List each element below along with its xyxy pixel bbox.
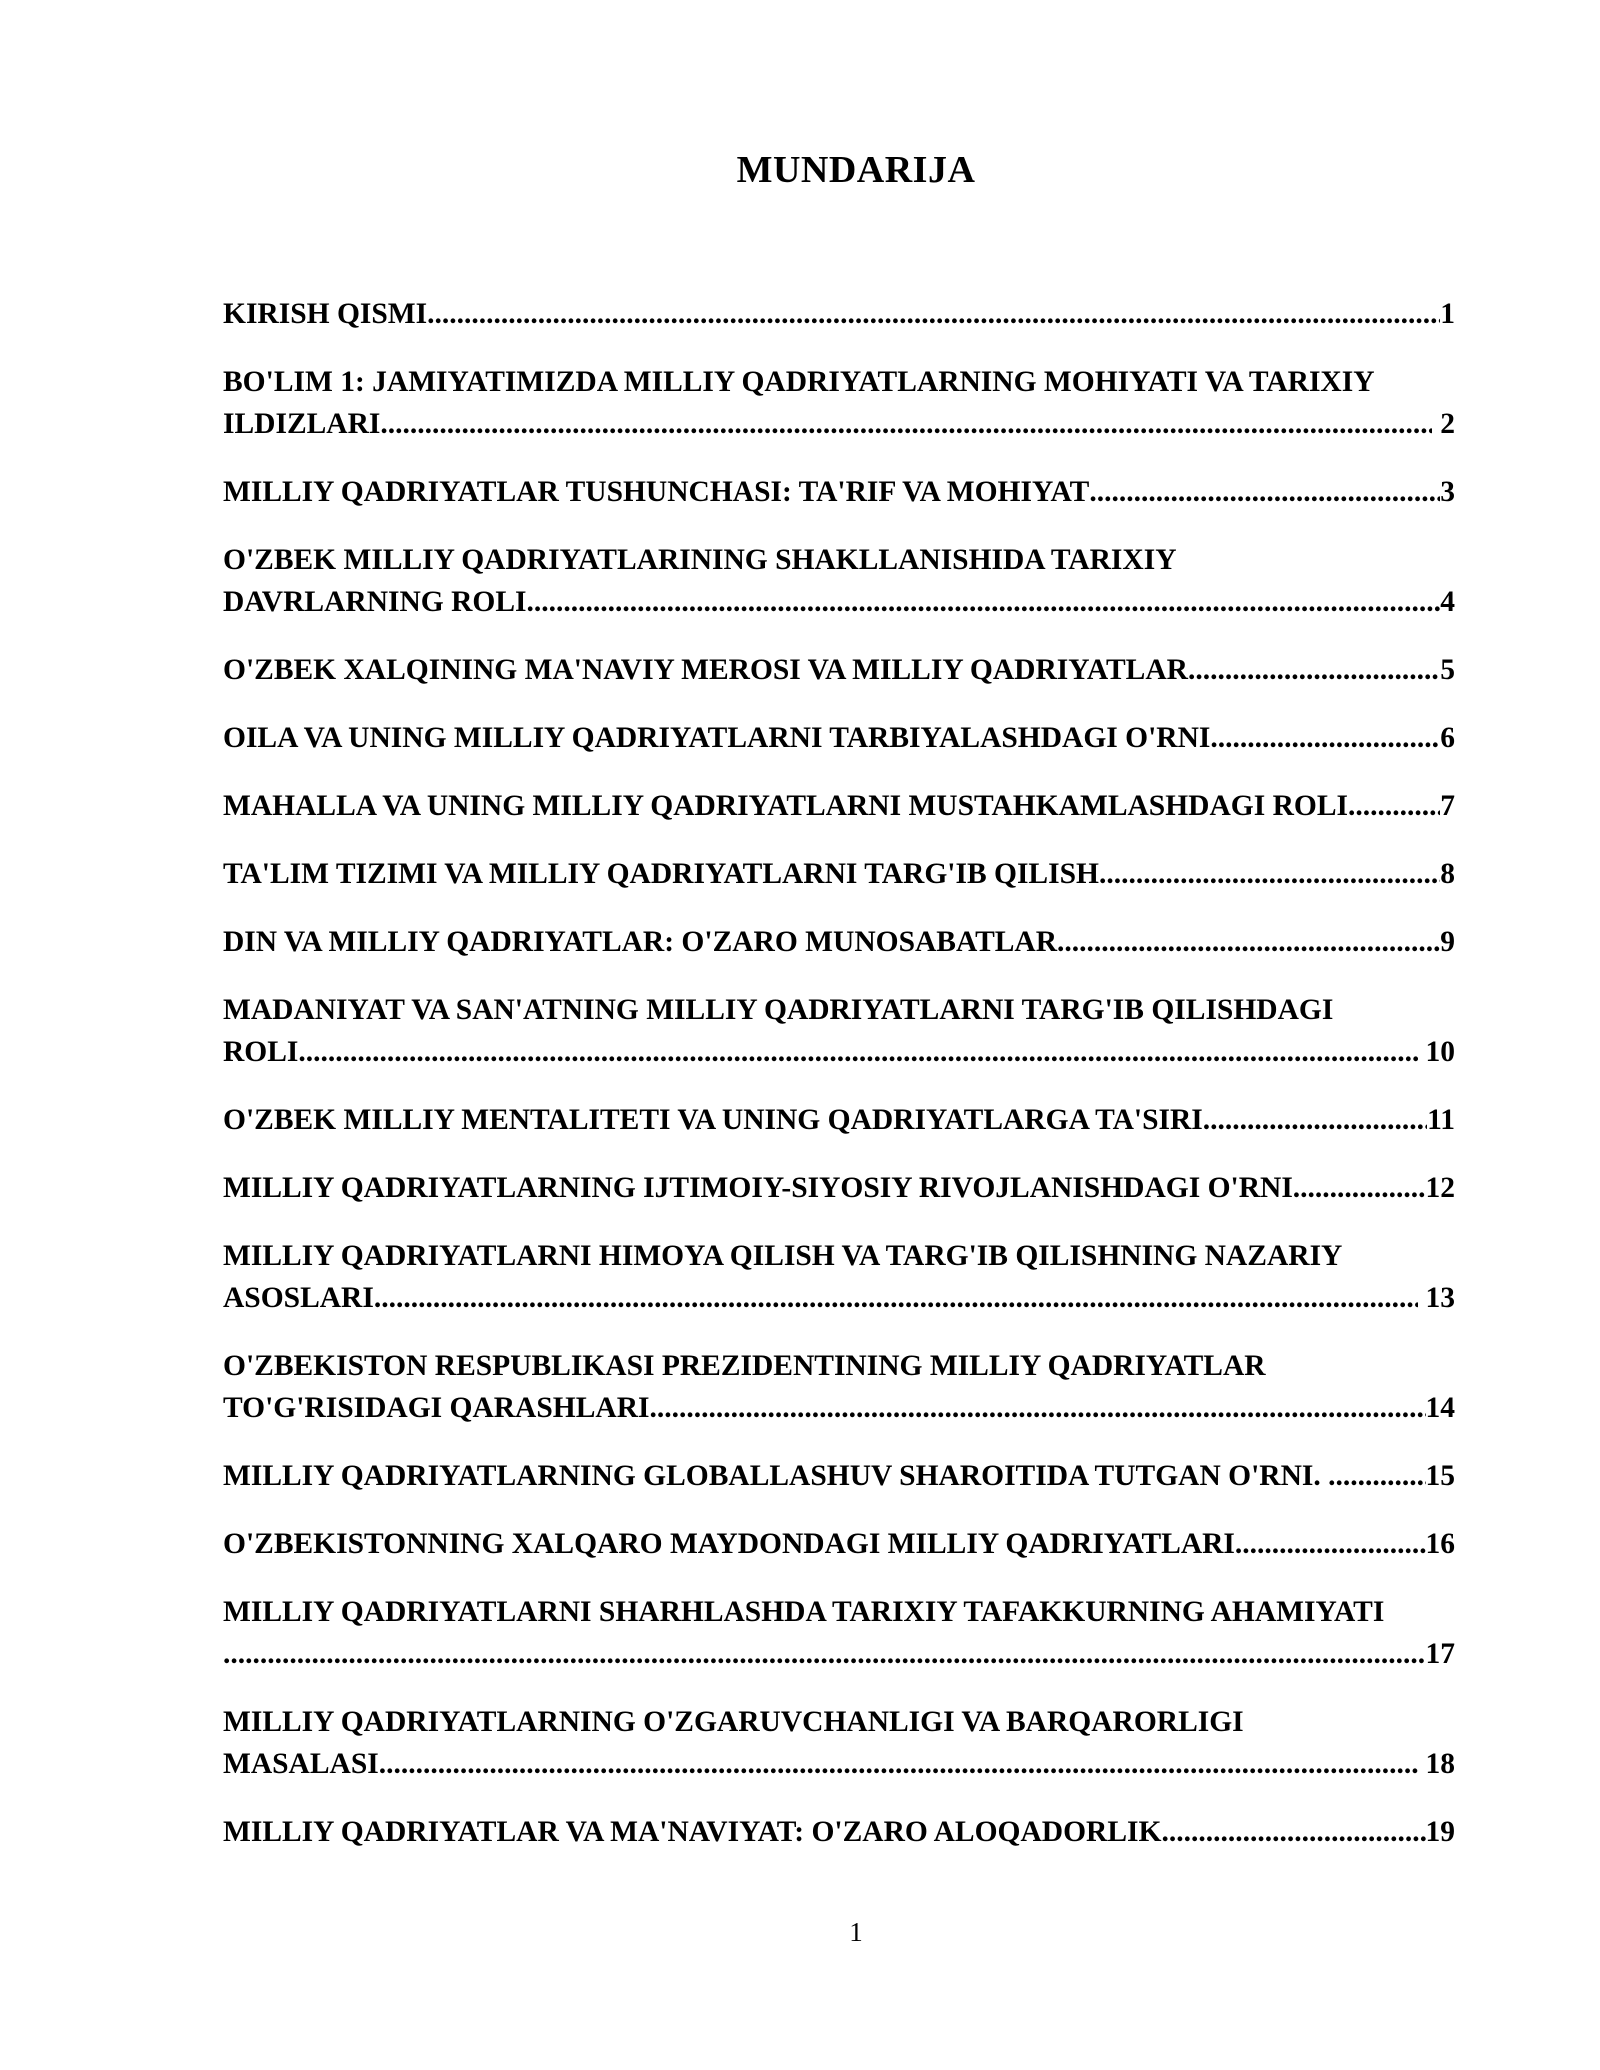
toc-entry[interactable] [223,1345,1455,1429]
toc-entry[interactable] [223,649,1455,691]
toc-entry-title: ILDIZLARI [223,408,381,440]
toc-entry-title-line: MILLIY QADRIYATLARNI HIMOYA QILISH VA TARG'IB QILISHNING NAZARIY [223,1240,1343,1272]
toc-entry[interactable] [223,1455,1455,1497]
toc-entry-title: O'ZBEKISTONNING XALQARO MAYDONDAGI MILLIY QADRIYATLARI [223,1528,1235,1560]
dot-leader [298,1031,1417,1073]
toc-entry-line [223,1811,1455,1853]
toc-entry-page-number: 19 [1425,1816,1455,1848]
toc-entry-page-number: 2 [1440,408,1455,440]
toc-entry-title: O'ZBEK XALQINING MA'NAVIY MEROSI VA MILLIY QADRIYATLAR [223,654,1188,686]
toc-entry-line [223,1523,1455,1565]
toc-entry-page-number: 4 [1440,586,1455,618]
toc-entry-title: MILLIY QADRIYATLARNING IJTIMOIY-SIYOSIY RIVOJLANISHDAGI O'RNI [223,1172,1293,1204]
dot-leader [1099,853,1440,895]
toc-entry-title: MILLIY QADRIYATLARNING GLOBALLASHUV SHAROITIDA TUTGAN O'RNI. [223,1460,1329,1492]
toc-entry-line [223,1167,1455,1209]
toc-entry-page-number: 10 [1425,1036,1455,1068]
toc-entry-line [223,785,1455,827]
toc-entry[interactable] [223,785,1455,827]
toc-entry[interactable] [223,1811,1455,1853]
toc-entry[interactable] [223,1701,1455,1785]
toc-entry[interactable] [223,539,1455,623]
toc-entry-title: DIN VA MILLIY QADRIYATLAR: O'ZARO MUNOSABATLAR [223,926,1058,958]
toc-entry-title: O'ZBEK MILLIY MENTALITETI VA UNING QADRIYATLARGA TA'SIRI [223,1104,1203,1136]
toc-entry-line [223,293,1455,335]
toc-entry-page-number: 17 [1425,1638,1455,1670]
dot-leader [1188,649,1440,691]
toc-entry-title: MASALASI [223,1748,379,1780]
dot-leader [427,293,1440,335]
dot-leader [1057,921,1440,963]
toc-entry-line [223,1633,1455,1675]
toc-entry-title-line: MILLIY QADRIYATLARNI SHARHLASHDA TARIXIY TAFAKKURNING AHAMIYATI [223,1596,1385,1628]
toc-entry-title-line: BO'LIM 1: JAMIYATIMIZDA MILLIY QADRIYATLARNING MOHIYATI VA TARIXIY [223,366,1375,398]
dot-leader [380,403,1432,445]
toc-entry-page-number: 5 [1440,654,1455,686]
dot-leader [1161,1811,1425,1853]
toc-entry-page-number: 6 [1440,722,1455,754]
toc-entry-title: MAHALLA VA UNING MILLIY QADRIYATLARNI MUSTAHKAMLASHDAGI ROLI [223,790,1348,822]
toc-entry[interactable] [223,293,1455,335]
toc-entry-title: MILLIY QADRIYATLAR VA MA'NAVIYAT: O'ZARO ALOQADORLIK [223,1816,1162,1848]
dot-leader [374,1277,1418,1319]
toc-entry-page-number: 15 [1425,1460,1455,1492]
toc-entry[interactable] [223,1167,1455,1209]
toc-entry-page-number: 9 [1440,926,1455,958]
dot-leader [1089,471,1440,513]
toc-entry[interactable] [223,717,1455,759]
toc-entry-line [223,1031,1455,1073]
table-of-contents [223,293,1455,1879]
toc-entry-line [223,471,1455,513]
toc-entry-line [223,581,1455,623]
dot-leader [1348,785,1440,827]
toc-entry-title-line: MADANIYAT VA SAN'ATNING MILLIY QADRIYATLARNI TARG'IB QILISHDAGI [223,994,1334,1026]
toc-entry-line [223,1099,1455,1141]
toc-entry-line [223,853,1455,895]
dot-leader [1293,1167,1426,1209]
toc-entry[interactable] [223,1591,1455,1675]
toc-entry[interactable] [223,1099,1455,1141]
toc-entry-line [223,1743,1455,1785]
toc-entry[interactable] [223,471,1455,513]
toc-entry-title-line: O'ZBEKISTON RESPUBLIKASI PREZIDENTINING MILLIY QADRIYATLAR [223,1350,1266,1382]
toc-entry-page-number: 8 [1440,858,1455,890]
toc-entry[interactable] [223,853,1455,895]
toc-entry-title: TO'G'RISIDAGI QARASHLARI [223,1392,650,1424]
toc-entry[interactable] [223,989,1455,1073]
dot-leader [1235,1523,1426,1565]
toc-entry-line [223,1277,1455,1319]
toc-entry-page-number: 3 [1440,476,1455,508]
dot-leader [1203,1099,1427,1141]
toc-entry-title: KIRISH QISMI [223,298,428,330]
toc-entry-title-line: O'ZBEK MILLIY QADRIYATLARINING SHAKLLANISHIDA TARIXIY [223,544,1177,576]
toc-entry[interactable] [223,1523,1455,1565]
page-title: MUNDARIJA [736,149,976,191]
toc-entry-page-number: 11 [1427,1104,1455,1136]
toc-entry-title: DAVRLARNING ROLI [223,586,527,618]
toc-entry-page-number: 14 [1425,1392,1455,1424]
toc-entry-line [223,1387,1455,1429]
dot-leader [223,1633,1426,1675]
toc-entry-line [223,1455,1455,1497]
page-number: 1 [849,1917,863,1947]
toc-entry-title: ASOSLARI [223,1282,374,1314]
toc-entry-page-number: 18 [1425,1748,1455,1780]
dot-leader [1210,717,1440,759]
toc-entry-page-number: 12 [1425,1172,1455,1204]
toc-entry-page-number: 7 [1440,790,1455,822]
toc-entry-line [223,403,1455,445]
toc-entry[interactable] [223,361,1455,445]
toc-entry-page-number: 13 [1425,1282,1455,1314]
toc-entry-line [223,921,1455,963]
toc-entry-title-line: MILLIY QADRIYATLARNING O'ZGARUVCHANLIGI VA BARQARORLIGI [223,1706,1244,1738]
toc-entry-line [223,649,1455,691]
toc-entry-title: ROLI [223,1036,299,1068]
dot-leader [649,1387,1425,1429]
toc-entry-title: TA'LIM TIZIMI VA MILLIY QADRIYATLARNI TARG'IB QILISH [223,858,1099,890]
dot-leader [527,581,1441,623]
toc-entry[interactable] [223,921,1455,963]
toc-entry[interactable] [223,1235,1455,1319]
toc-entry-title: MILLIY QADRIYATLAR TUSHUNCHASI: TA'RIF VA MOHIYAT [223,476,1090,508]
toc-entry-title: OILA VA UNING MILLIY QADRIYATLARNI TARBIYALASHDAGI O'RNI [223,722,1211,754]
toc-entry-page-number: 16 [1425,1528,1455,1560]
toc-entry-line [223,717,1455,759]
dot-leader [1328,1455,1425,1497]
toc-entry-page-number: 1 [1440,298,1455,330]
dot-leader [379,1743,1418,1785]
